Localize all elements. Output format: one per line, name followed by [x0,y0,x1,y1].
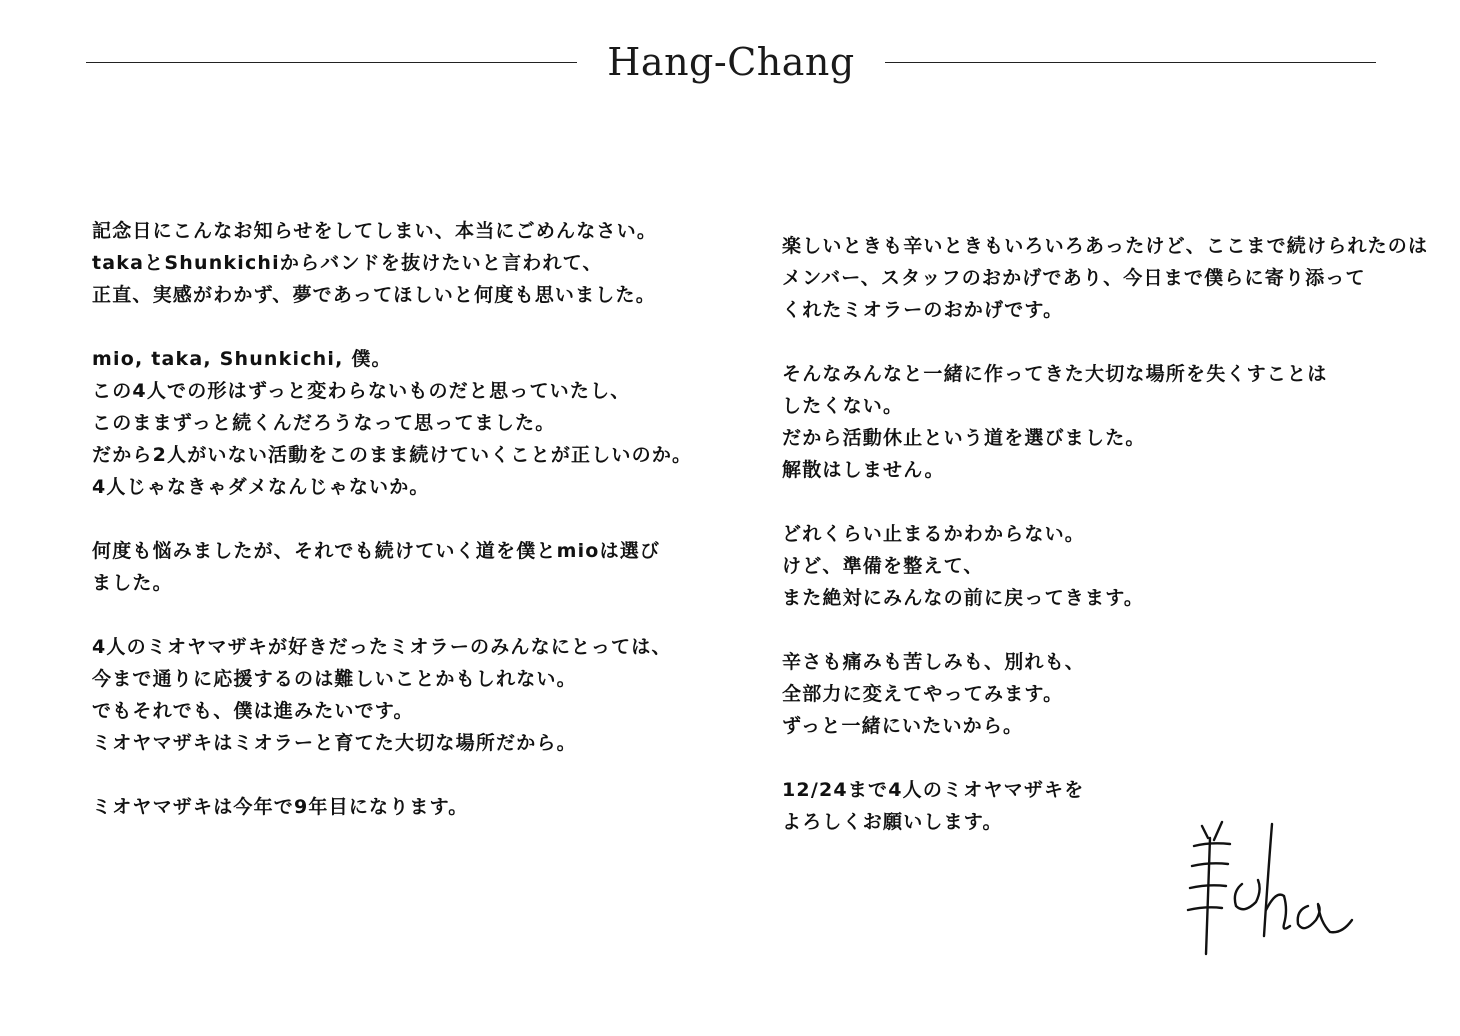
letter-paragraph [92,535,717,599]
letter-line: mio, taka, Shunkichi, 僕。 [92,348,392,370]
letter-line: したくない。 [782,395,904,417]
letter-line: ました。 [92,572,173,594]
letter-line: 何度も悩みましたが、それでも続けていく道を僕とmioは選び [92,540,661,562]
letter-paragraph [782,518,1422,614]
letter-right-column [782,230,1429,870]
letter-paragraph [782,230,1429,326]
letter-line: 辛さも痛みも苦しみも、別れも、 [782,651,1086,673]
letter-line: ミオヤマザキはミオラーと育てた大切な場所だから。 [92,732,577,754]
letter-line: けど、準備を整えて、 [782,555,984,577]
header-rule-left [86,62,577,63]
letter-line: どれくらい止まるかわからない。 [782,523,1086,545]
letter-line: ミオヤマザキは今年で9年目になります。 [92,796,469,818]
letter-line: 今まで通りに応援するのは難しいことかもしれない。 [92,668,577,690]
letter-line: メンバー、スタッフのおかげであり、今日まで僕らに寄り添って [782,267,1366,289]
letter-paragraph [92,215,717,311]
letter-line: 記念日にこんなお知らせをしてしまい、本当にごめんなさい。 [92,220,658,242]
header-rule-right [885,62,1376,63]
letter-line: 4人のミオヤマザキが好きだったミオラーのみんなにとっては、 [92,636,672,658]
letter-line: また絶対にみんなの前に戻ってきます。 [782,587,1145,609]
letter-line: そんなみんなと一緒に作ってきた大切な場所を失くすことは [782,363,1328,385]
signature-text: Hang [1180,814,1183,815]
letter-line: よろしくお願いします。 [782,811,1003,833]
letter-line: だから2人がいない活動をこのまま続けていくことが正しいのか。 [92,444,693,466]
page-title: Hang-Chang [607,40,855,84]
letter-line: 12/24まで4人のミオヤマザキを [782,779,1085,801]
letter-line: だから活動休止という道を選びました。 [782,427,1146,449]
letter-line: 解散はしません。 [782,459,945,481]
letter-paragraph [92,343,717,503]
letter-line: ずっと一緒にいたいから。 [782,715,1024,737]
letter-left-column [92,215,717,855]
letter-line: 全部力に変えてやってみます。 [782,683,1064,705]
letter-line: 楽しいときも辛いときもいろいろあったけど、ここまで続けられたのは [782,235,1429,257]
letter-line: 4人じゃなきゃダメなんじゃないか。 [92,476,430,498]
letter-line: でもそれでも、僕は進みたいです。 [92,700,414,722]
letter-paragraph [782,646,1422,742]
header [86,30,1376,94]
letter-line: 正直、実感がわかず、夢であってほしいと何度も思いました。 [92,284,656,306]
letter-line: この4人での形はずっと変わらないものだと思っていたし、 [92,380,631,402]
letter-paragraph [782,358,1422,486]
letter-line: このままずっと続くんだろうなって思ってました。 [92,412,556,434]
handwritten-signature [1180,814,1370,964]
letter-line: takaとShunkichiからバンドを抜けたいと言われて、 [92,252,603,274]
letter-line: くれたミオラーのおかげです。 [782,299,1064,321]
letter-paragraph [92,791,717,823]
letter-paragraph [92,631,717,759]
